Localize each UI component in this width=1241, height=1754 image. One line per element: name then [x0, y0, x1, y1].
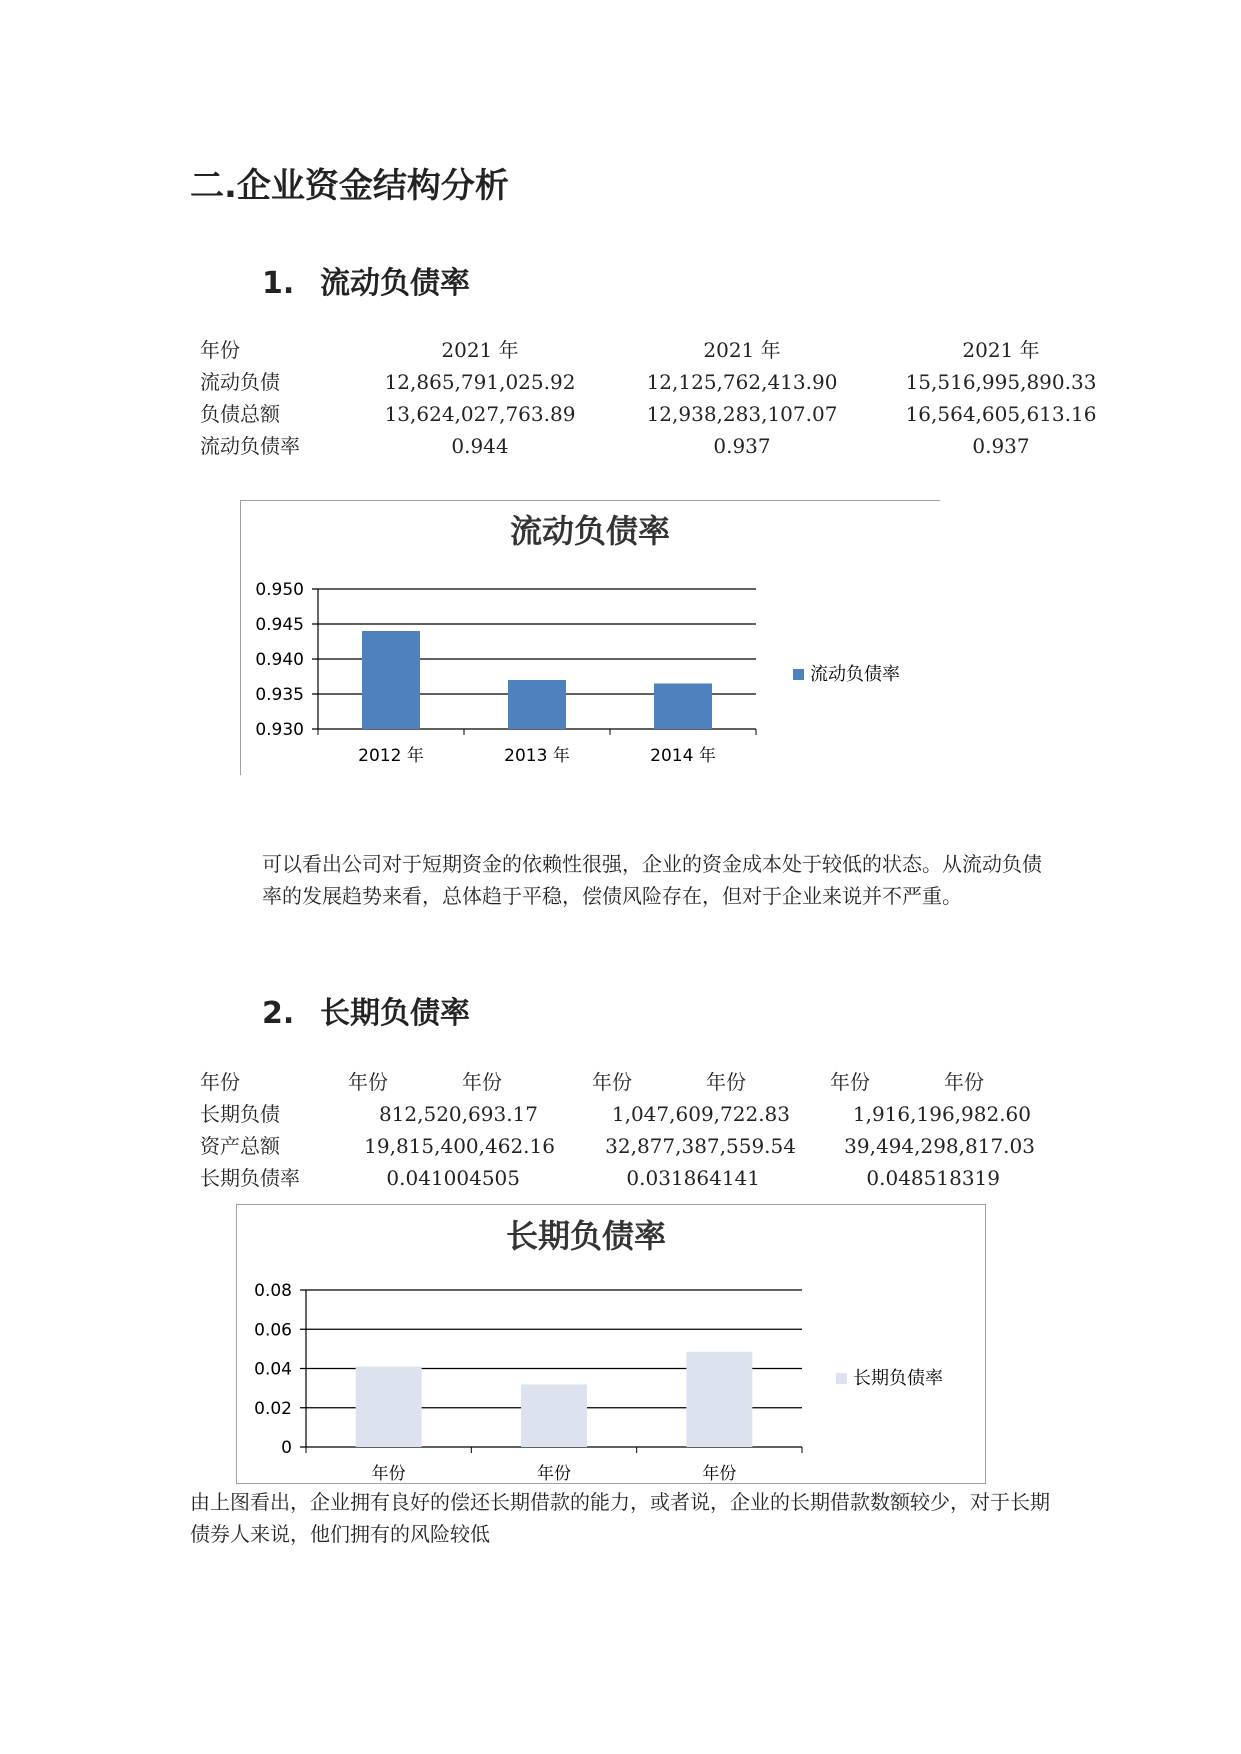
y-tick-label: 0.08	[254, 1281, 292, 1301]
table1-row-label: 流动负债	[200, 370, 280, 394]
table2-header: 年份	[462, 1070, 502, 1094]
table1-cell: 16,564,605,613.16	[905, 402, 1097, 426]
x-tick-label: 年份	[537, 1464, 571, 1484]
legend-label: 长期负债率	[853, 1368, 943, 1389]
table2-cell: 1,916,196,982.60	[852, 1102, 1031, 1126]
table1-cell: 12,938,283,107.07	[646, 402, 838, 426]
table2-row-label: 长期负债	[200, 1102, 280, 1126]
chart-current-liability-ratio	[240, 500, 940, 775]
table1-cell: 0.937	[972, 434, 1030, 458]
table2-header: 年份	[200, 1070, 240, 1094]
table2-cell: 0.048518319	[866, 1166, 1000, 1190]
y-tick-label: 0	[281, 1438, 292, 1458]
bar	[356, 1367, 422, 1447]
subsection-2-number: 2.	[262, 996, 295, 1031]
subsection-1-title: 流动负债率	[320, 266, 470, 301]
table1-header-col3: 2021 年	[962, 338, 1040, 362]
legend-swatch	[836, 1373, 847, 1384]
table2-cell: 39,494,298,817.03	[844, 1134, 1035, 1158]
table2-cell: 812,520,693.17	[378, 1102, 538, 1126]
y-tick-label: 0.950	[255, 580, 304, 600]
y-tick-label: 0.945	[255, 615, 304, 635]
table1-row-label: 流动负债率	[200, 434, 300, 458]
table2-header: 年份	[706, 1070, 746, 1094]
table1-row-label: 负债总额	[200, 402, 280, 426]
chart2-svg	[236, 1204, 986, 1484]
table1-header-col1: 2021 年	[441, 338, 519, 362]
table1-cell: 15,516,995,890.33	[905, 370, 1097, 394]
chart-long-term-liability-ratio	[236, 1204, 986, 1484]
subsection-1-number: 1.	[262, 266, 295, 301]
legend-swatch	[793, 669, 804, 680]
subsection-1-heading	[262, 258, 470, 302]
table1-header-col2: 2021 年	[703, 338, 781, 362]
table2-header: 年份	[944, 1070, 984, 1094]
bar	[686, 1352, 752, 1447]
legend-label: 流动负债率	[810, 664, 900, 685]
y-tick-label: 0.02	[254, 1398, 292, 1419]
y-tick-label: 0.935	[255, 685, 304, 705]
table2-cell: 0.031864141	[626, 1166, 760, 1190]
chart1-svg	[240, 500, 940, 775]
y-tick-label: 0.940	[255, 650, 304, 670]
y-tick-label: 0.06	[254, 1320, 292, 1341]
table1-cell: 12,865,791,025.92	[384, 370, 576, 394]
x-tick-label: 2013 年	[504, 746, 570, 766]
section-title: 二.企业资金结构分析	[190, 166, 509, 206]
y-tick-label: 0.930	[255, 720, 304, 740]
bar	[508, 680, 566, 729]
table1-header-year: 年份	[200, 338, 240, 362]
table2-header: 年份	[348, 1070, 388, 1094]
table2-row-label: 资产总额	[200, 1134, 280, 1158]
y-tick-label: 0.04	[254, 1359, 292, 1380]
chart-title: 流动负债率	[509, 512, 671, 550]
bar	[654, 684, 712, 730]
table1-cell: 0.937	[713, 434, 771, 458]
x-tick-label: 2012 年	[358, 746, 424, 766]
table1-cell: 12,125,762,413.90	[646, 370, 838, 394]
subsection-2-heading	[262, 988, 470, 1032]
paragraph-2: 由上图看出，企业拥有良好的偿还长期借款的能力，或者说，企业的长期借款数额较少，对于长期债券人来说，他们拥有的风险较低	[190, 1490, 1050, 1546]
bar	[362, 631, 420, 729]
table2-row-label: 长期负债率	[200, 1166, 300, 1190]
table2-header: 年份	[830, 1070, 870, 1094]
x-tick-label: 年份	[371, 1464, 406, 1484]
table2-cell: 19,815,400,462.16	[364, 1134, 555, 1158]
table1-cell: 0.944	[451, 434, 509, 458]
x-tick-label: 年份	[702, 1464, 737, 1484]
subsection-2-title: 长期负债率	[320, 996, 470, 1031]
x-tick-label: 2014 年	[650, 746, 716, 766]
table1-cell: 13,624,027,763.89	[384, 402, 576, 426]
table2-cell: 32,877,387,559.54	[605, 1134, 796, 1158]
paragraph-1: 可以看出公司对于短期资金的依赖性很强，企业的资金成本处于较低的状态。从流动负债率的发展趋势来看，总体趋于平稳，偿债风险存在，但对于企业来说并不严重。	[262, 852, 1042, 908]
chart-title: 长期负债率	[505, 1217, 667, 1255]
table2-cell: 1,047,609,722.83	[611, 1102, 790, 1126]
table2-header: 年份	[592, 1070, 632, 1094]
table2-cell: 0.041004505	[386, 1166, 520, 1190]
bar	[521, 1384, 587, 1447]
